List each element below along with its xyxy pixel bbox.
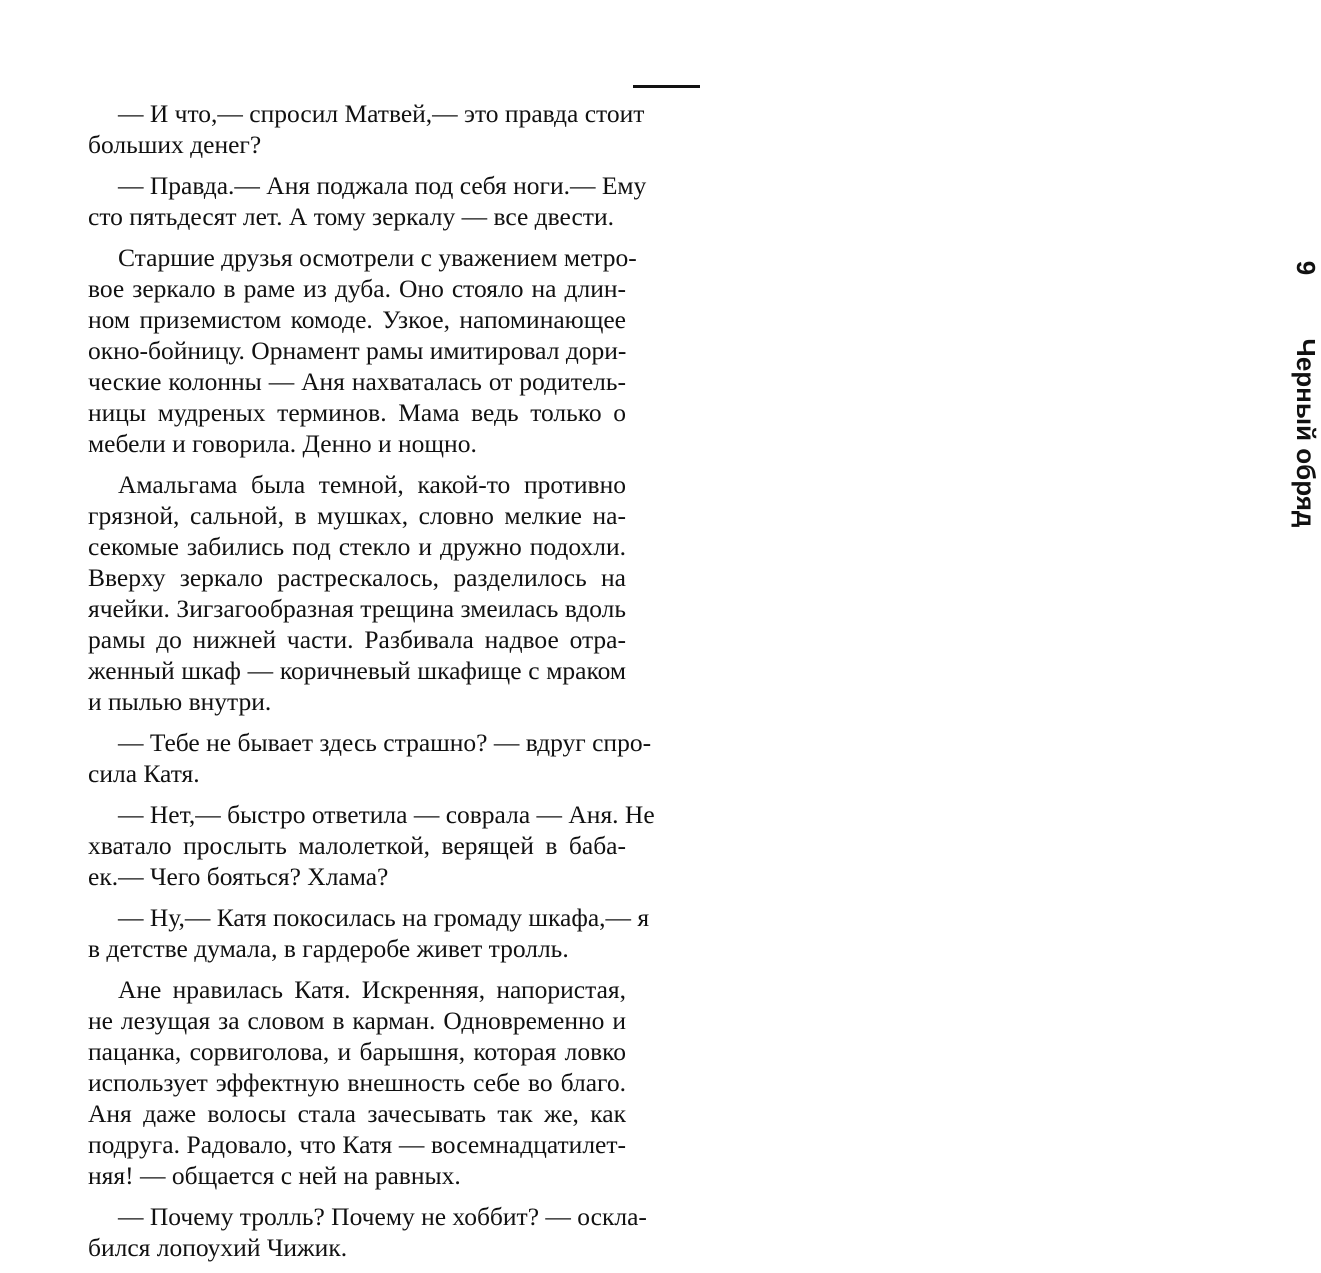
text-line: сто пятьдесят лет. А тому зеркалу — все двести. bbox=[88, 202, 614, 231]
text-line: Амальгама была темной, какой-то противно bbox=[118, 470, 626, 499]
text-line: Ане нравилась Катя. Искренняя, напористая, bbox=[118, 975, 626, 1004]
paragraph-9 bbox=[88, 1201, 647, 1263]
text-line: мебели и говорила. Денно и нощно. bbox=[88, 429, 477, 458]
text-line: рамы до нижней части. Разбивала надвое отра- bbox=[88, 625, 626, 654]
text-line: ческие колонны — Аня нахваталась от родитель- bbox=[88, 367, 626, 396]
text-line: вое зеркало в раме из дуба. Оно стояло на длин- bbox=[88, 274, 626, 303]
paragraph-2 bbox=[88, 170, 647, 232]
text-line: Аня даже волосы стала зачесывать так же, как bbox=[88, 1099, 626, 1128]
text-line: — Почему тролль? Почему не хоббит? — оскла- bbox=[118, 1202, 647, 1231]
paragraph-8 bbox=[88, 974, 626, 1191]
text-line: ницы мудреных терминов. Мама ведь только о bbox=[88, 398, 626, 427]
text-line: использует эффектную внешность себе во благо. bbox=[88, 1068, 626, 1097]
text-line: Старшие друзья осмотрели с уважением метро- bbox=[118, 243, 637, 272]
text-line: подруга. Радовало, что Катя — восемнадцатилет- bbox=[88, 1130, 626, 1159]
book-title: Черный обряд bbox=[1291, 338, 1321, 528]
text-line: сила Катя. bbox=[88, 759, 200, 788]
text-line: окно-бойницу. Орнамент рамы имитировал дори- bbox=[88, 336, 627, 365]
text-line: бился лопоухий Чижик. bbox=[88, 1233, 348, 1262]
text-line: — Ну,— Катя покосилась на громаду шкафа,— я bbox=[118, 903, 650, 932]
page-body bbox=[88, 98, 655, 1273]
page-number: 9 bbox=[1291, 260, 1321, 276]
text-line: няя! — общается с ней на равных. bbox=[88, 1161, 461, 1190]
text-line: больших денег? bbox=[88, 130, 262, 159]
running-head bbox=[638, 120, 1321, 528]
text-line: — Тебе не бывает здесь страшно? — вдруг спро- bbox=[118, 728, 652, 757]
text-line: женный шкаф — коричневый шкафище с мраком bbox=[88, 656, 626, 685]
paragraph-3 bbox=[88, 242, 637, 459]
paragraph-7 bbox=[88, 902, 650, 964]
paragraph-5 bbox=[88, 727, 652, 789]
text-line: Вверху зеркало растрескалось, разделилось на bbox=[88, 563, 626, 592]
text-line: не лезущая за словом в карман. Одновременно и bbox=[88, 1006, 626, 1035]
text-line: — И что,— спросил Матвей,— это правда стоит bbox=[118, 99, 645, 128]
text-line: ек.— Чего бояться? Хлама? bbox=[88, 862, 389, 891]
text-line: — Нет,— быстро ответила — соврала — Аня. Не bbox=[118, 800, 655, 829]
text-line: и пылью внутри. bbox=[88, 687, 272, 716]
text-line: ячейки. Зигзагообразная трещина змеилась вдоль bbox=[88, 594, 626, 623]
header-rule bbox=[633, 85, 700, 88]
text-line: ном приземистом комоде. Узкое, напоминающее bbox=[88, 305, 626, 334]
text-line: в детстве думала, в гардеробе живет тролль. bbox=[88, 934, 569, 963]
text-line: секомые забились под стекло и дружно подохли. bbox=[88, 532, 626, 561]
paragraph-6 bbox=[88, 799, 655, 892]
paragraph-1 bbox=[88, 98, 645, 160]
paragraph-4 bbox=[88, 469, 626, 717]
text-line: — Правда.— Аня поджала под себя ноги.— Ему bbox=[118, 171, 647, 200]
text-line: хватало прослыть малолеткой, верящей в баба- bbox=[88, 831, 626, 860]
text-line: грязной, сальной, в мушках, словно мелкие на- bbox=[88, 501, 626, 530]
text-line: пацанка, сорвиголова, и барышня, которая ловко bbox=[88, 1037, 626, 1066]
